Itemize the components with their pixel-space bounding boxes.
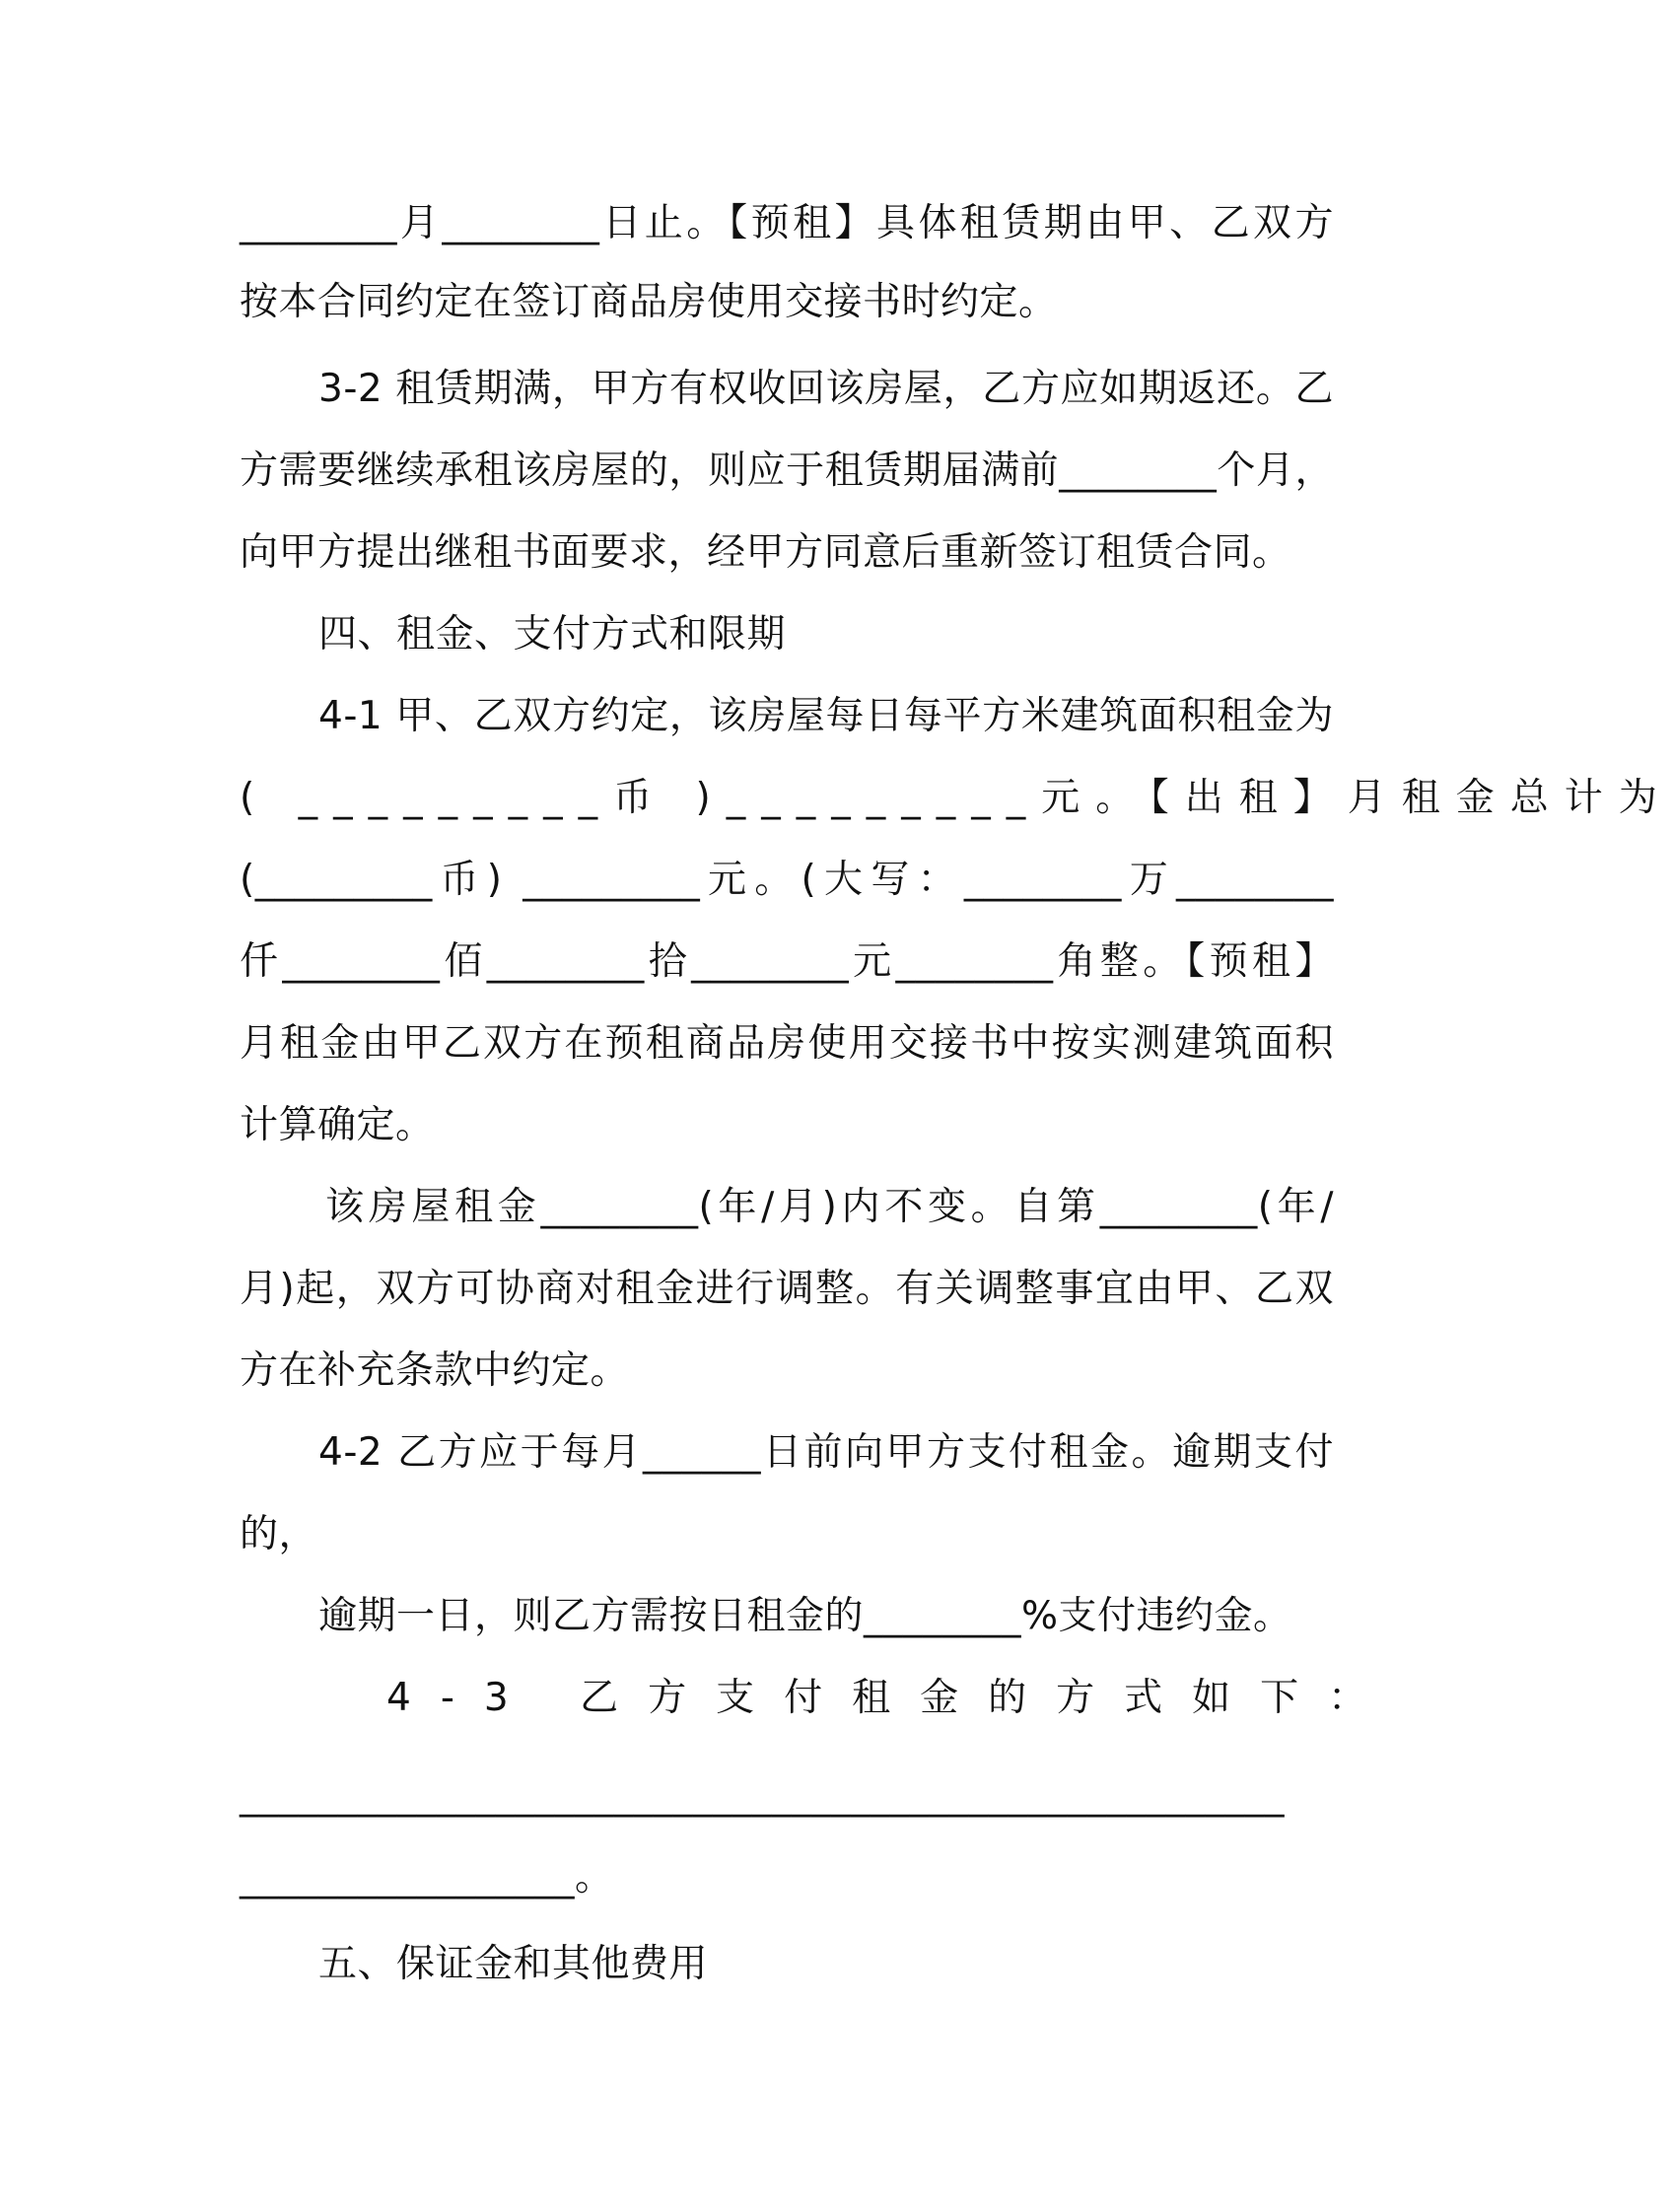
clause-3-2-line-3: 向甲方提出继租书面要求，经甲方同意后重新签订租赁合同。 bbox=[240, 530, 1291, 575]
text-line-1: ________月________日止。【预租】具体租赁期由甲、乙双方 bbox=[240, 201, 1334, 245]
clause-4-1-line-1: 4-1 甲、乙双方约定，该房屋每日每平方米建筑面积租金为 bbox=[318, 694, 1334, 738]
clause-4-1-line-6: 计算确定。 bbox=[240, 1103, 435, 1147]
clause-4-1-line-5: 月租金由甲乙双方在预租商品房使用交接书中按实测建筑面积 bbox=[240, 1021, 1334, 1066]
section-5-heading: 五、保证金和其他费用 bbox=[318, 1942, 709, 1986]
clause-3-2-line-1: 3-2 租赁期满，甲方有权收回该房屋，乙方应如期返还。乙 bbox=[318, 367, 1334, 411]
clause-4-3-heading: 4-3 乙方支付租金的方式如下： bbox=[386, 1676, 1397, 1720]
clause-3-2-line-2: 方需要继续承租该房屋的，则应于租赁期届满前________个月， bbox=[240, 449, 1334, 493]
rent-adjust-line-3: 方在补充条款中约定。 bbox=[240, 1348, 630, 1393]
rent-adjust-line-1: 该房屋租金________(年/月)内不变。自第________(年/ bbox=[325, 1185, 1334, 1229]
clause-4-2-line-1: 4-2 乙方应于每月______日前向甲方支付租金。逾期支付 bbox=[318, 1430, 1334, 1475]
clause-4-2-line-2: 的， bbox=[240, 1512, 318, 1556]
text-line-2: 按本合同约定在签订商品房使用交接书时约定。 bbox=[240, 280, 1058, 324]
clause-4-1-line-4: 仟________佰________拾________元________角整。【预租】 bbox=[240, 939, 1334, 984]
clause-4-2-line-3: 逾期一日，则乙方需按日租金的________%支付违约金。 bbox=[318, 1594, 1292, 1638]
section-4-heading: 四、租金、支付方式和限期 bbox=[318, 612, 787, 657]
clause-4-3-blank-line-1: _____________________________________________________ bbox=[240, 1773, 1285, 1818]
clause-4-1-line-2: ( _________币 )_________元。【出租】月租金总计为 bbox=[240, 776, 1673, 820]
rent-adjust-line-2: 月)起，双方可协商对租金进行调整。有关调整事宜由甲、乙双 bbox=[240, 1267, 1334, 1311]
clause-4-1-line-3: (_________币) _________元。(大写：________万________ bbox=[240, 858, 1334, 902]
clause-4-3-blank-line-2: _________________。 bbox=[240, 1855, 614, 1900]
